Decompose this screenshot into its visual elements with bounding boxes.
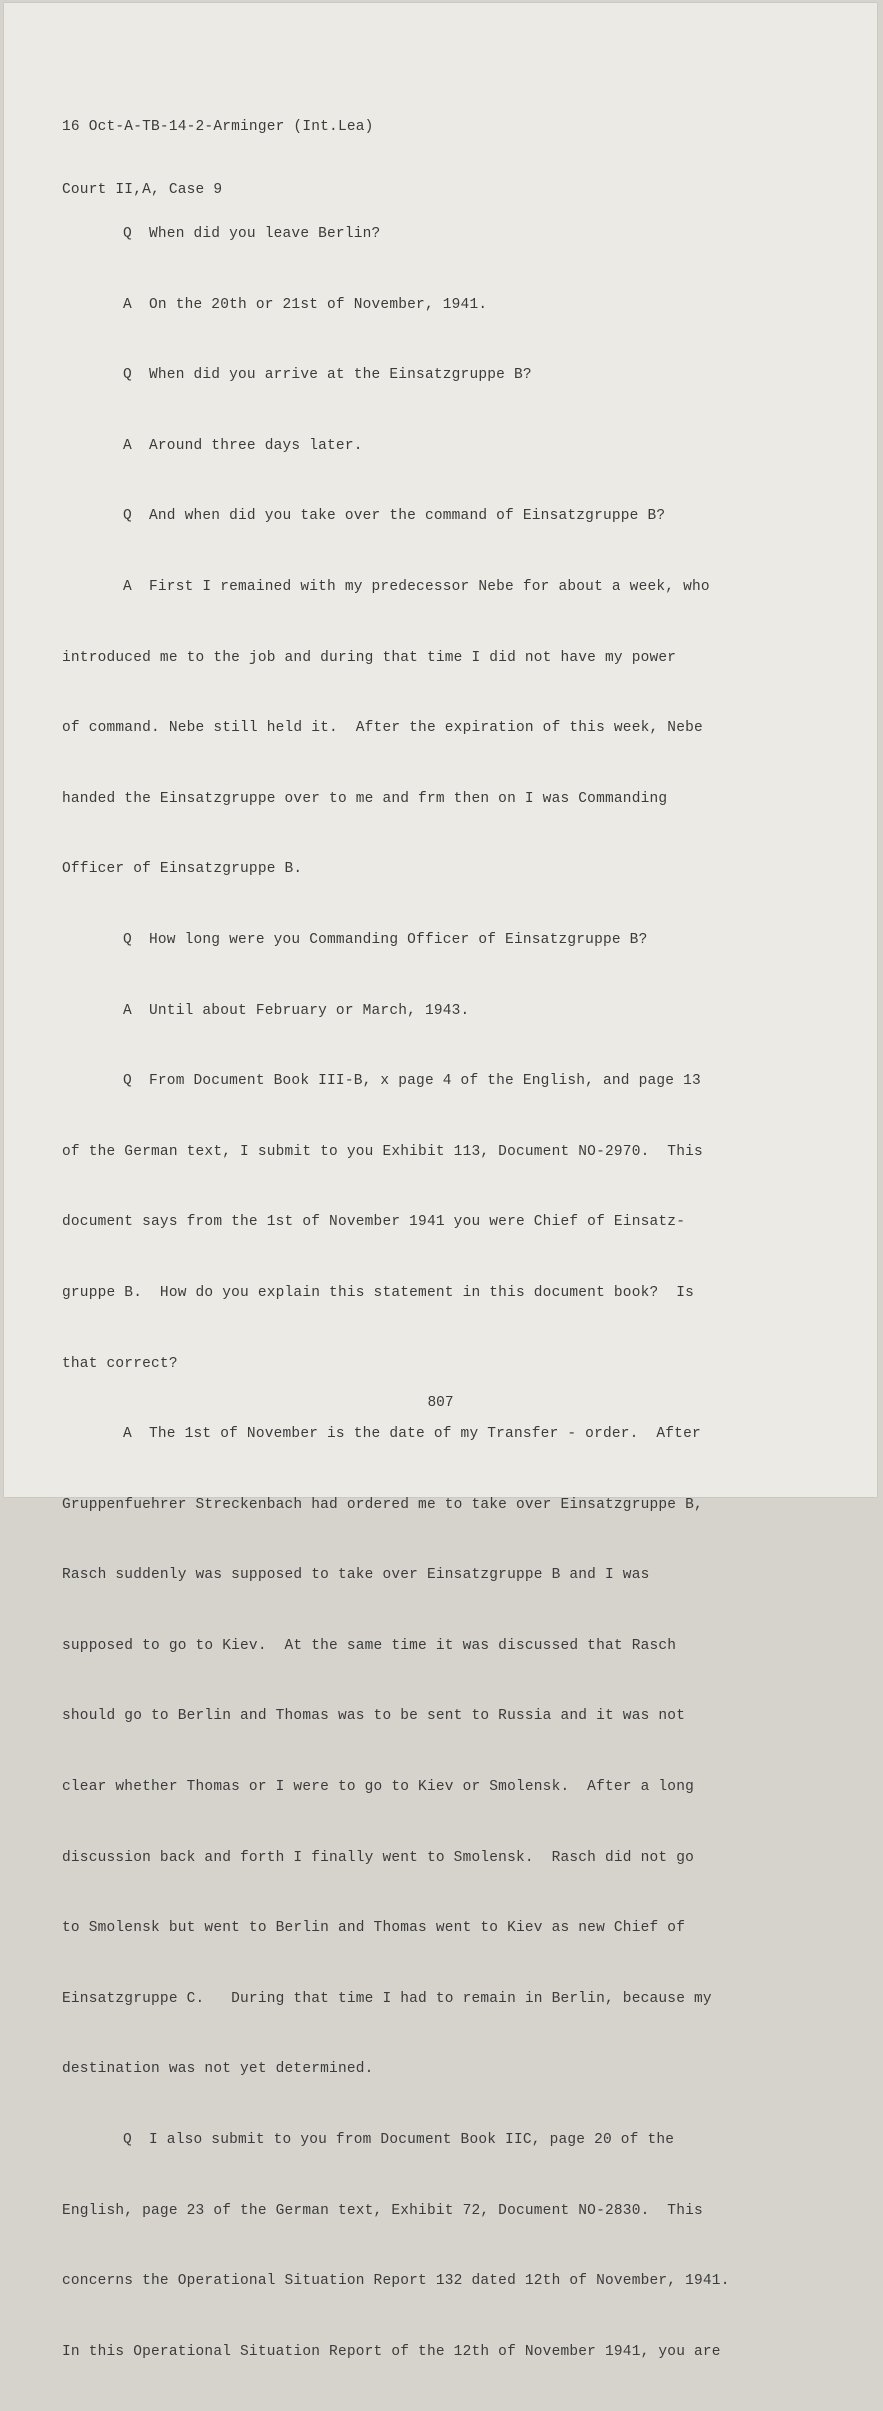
line-text: Around three days later. xyxy=(149,437,363,454)
speaker-label: Q xyxy=(123,931,132,948)
transcript-line: Einsatzgruppe C. During that time I had to remain in Berlin, because my xyxy=(62,1990,712,2007)
speaker-label: Q xyxy=(123,367,132,384)
transcript-line: handed the Einsatzgruppe over to me and frm then on I was Commanding xyxy=(62,790,668,807)
transcript-line xyxy=(62,2129,730,2168)
transcript-body xyxy=(62,191,730,2411)
speaker-label: A xyxy=(123,578,132,595)
transcript-line: clear whether Thomas or I were to go to Kiev or Smolensk. After a long xyxy=(62,1779,695,1796)
line-text: On the 20th or 21st of November, 1941. xyxy=(149,296,488,313)
line-text: When did you arrive at the Einsatzgruppe B? xyxy=(149,367,532,384)
document-page xyxy=(4,3,877,2360)
transcript-line xyxy=(62,294,730,333)
transcript-line: of command. Nebe still held it. After the expiration of this week, Nebe xyxy=(62,720,703,737)
transcript-line: supposed to go to Kiev. At the same time it was discussed that Rasch xyxy=(62,1637,677,1654)
speaker-label: A xyxy=(123,437,132,454)
transcript-line: introduced me to the job and during that time I did not have my power xyxy=(62,649,677,666)
transcript-line xyxy=(62,1000,730,1039)
transcript-line: gruppe B. How do you explain this statement in this document book? Is xyxy=(62,1284,695,1301)
transcript-line: of the German text, I submit to you Exhibit 113, Document NO-2970. This xyxy=(62,1143,703,1160)
transcript-line: destination was not yet determined. xyxy=(62,2061,374,2078)
transcript-line xyxy=(62,1070,730,1109)
transcript-line xyxy=(62,505,730,544)
line-text: Until about February or March, 1943. xyxy=(149,1002,470,1019)
transcript-line: In this Operational Situation Report of the 12th of November 1941, you are xyxy=(62,2343,721,2360)
transcript-line xyxy=(62,929,730,968)
transcript-line: should go to Berlin and Thomas was to be sent to Russia and it was not xyxy=(62,1708,686,1725)
speaker-label: Q xyxy=(123,1073,132,1090)
transcript-line: document says from the 1st of November 1941 you were Chief of Einsatz- xyxy=(62,1214,686,1231)
line-text: I also submit to you from Document Book IIC, page 20 of the xyxy=(149,2132,675,2149)
line-text: The 1st of November is the date of my Transfer - order. After xyxy=(149,1426,701,1443)
speaker-label: A xyxy=(123,1002,132,1019)
speaker-label: Q xyxy=(123,2132,132,2149)
transcript-line: concerns the Operational Situation Report 132 dated 12th of November, 1941. xyxy=(62,2273,730,2290)
speaker-label: Q xyxy=(123,226,132,242)
transcript-line xyxy=(62,223,730,262)
line-text: From Document Book III-B, x page 4 of the English, and page 13 xyxy=(149,1073,701,1090)
transcript-line: that correct? xyxy=(62,1355,178,1372)
transcript-line xyxy=(62,364,730,403)
line-text: First I remained with my predecessor Nebe for about a week, who xyxy=(149,578,710,595)
line-text: How long were you Commanding Officer of Einsatzgruppe B? xyxy=(149,931,648,948)
header-line-1: 16 Oct-A-TB-14-2-Arminger (Int.Lea) xyxy=(62,119,374,135)
transcript-line xyxy=(62,435,730,474)
page-number: 807 xyxy=(427,1395,454,1411)
transcript-line: English, page 23 of the German text, Exhibit 72, Document NO-2830. This xyxy=(62,2202,703,2219)
line-text: When did you leave Berlin? xyxy=(149,226,381,242)
transcript-line xyxy=(62,576,730,615)
transcript-line: Rasch suddenly was supposed to take over Einsatzgruppe B and I was xyxy=(62,1567,650,1584)
speaker-label: A xyxy=(123,296,132,313)
transcript-line: to Smolensk but went to Berlin and Thomas went to Kiev as new Chief of xyxy=(62,1920,686,1937)
transcript-line: Gruppenfuehrer Streckenbach had ordered me to take over Einsatzgruppe B, xyxy=(62,1496,703,1513)
transcript-line: discussion back and forth I finally went to Smolensk. Rasch did not go xyxy=(62,1849,695,1866)
line-text: And when did you take over the command of Einsatzgruppe B? xyxy=(149,508,666,525)
transcript-line xyxy=(62,1423,730,1462)
speaker-label: A xyxy=(123,1426,132,1443)
header-line-2: Court II,A, Case 9 xyxy=(62,182,223,198)
speaker-label: Q xyxy=(123,508,132,525)
transcript-line: Officer of Einsatzgruppe B. xyxy=(62,861,303,878)
